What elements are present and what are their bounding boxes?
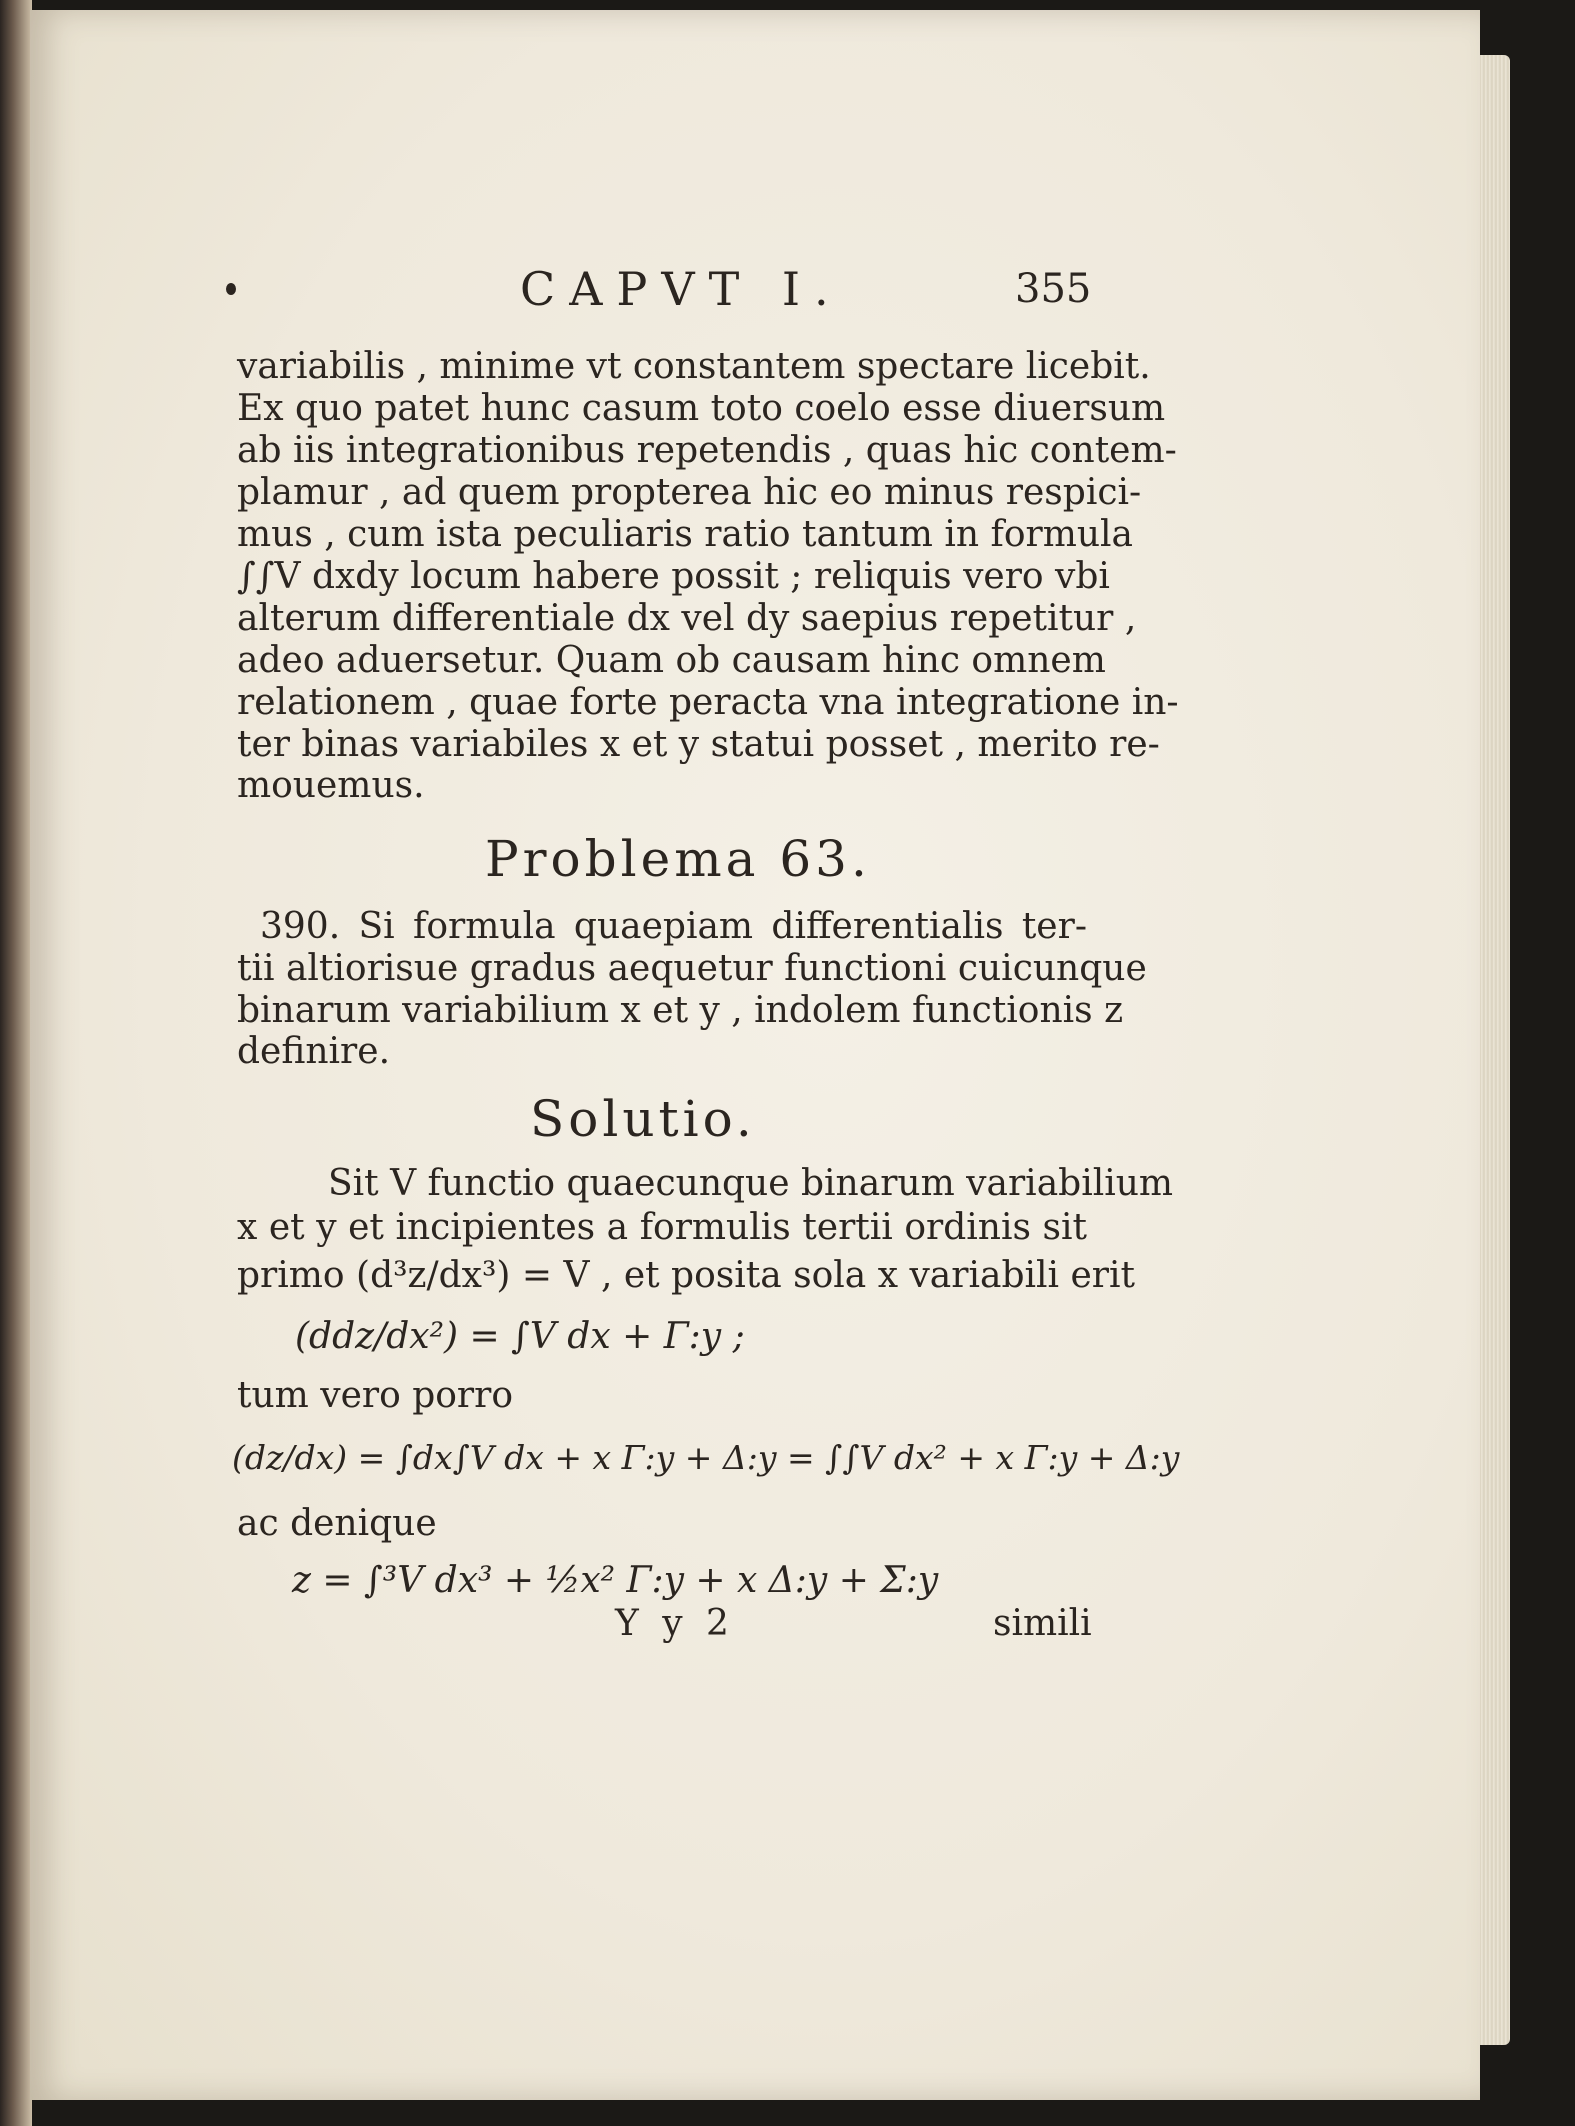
formula-dz: (dz/dx) = ∫dx∫V dx + x Γ:y + Δ:y = ∫∫V dx² + x Γ:y + Δ:y [232, 1438, 1180, 1477]
formula-z: z = ∫³V dx³ + ½x² Γ:y + x Δ:y + Σ:y [292, 1560, 939, 1601]
text-line: alterum differentiale dx vel dy saepius repetitur , [237, 598, 1137, 639]
solution-heading: Solutio. [530, 1090, 756, 1148]
text-line: Sit V functio quaecunque binarum variabilium [328, 1163, 1174, 1204]
text-line: Ex quo patet hunc casum toto coelo esse diuersum [237, 388, 1166, 429]
signature-mark: Y y 2 [615, 1603, 735, 1644]
text-line: tii altiorisue gradus aequetur functioni cuicunque [237, 948, 1147, 989]
text-line: ac denique [237, 1503, 437, 1544]
text-line: mouemus. [237, 765, 425, 806]
text-line: primo (d³z/dx³) = V , et posita sola x variabili erit [237, 1255, 1135, 1296]
header-dot [226, 283, 236, 295]
catchword: simili [993, 1603, 1092, 1644]
text-line: mus , cum ista peculiaris ratio tantum in formula [237, 514, 1134, 555]
text-line: variabilis , minime vt constantem spectare licebit. [237, 346, 1151, 387]
text-line: adeo aduersetur. Quam ob causam hinc omnem [237, 640, 1106, 681]
running-head: CAPVT I. [520, 262, 843, 316]
page-number: 355 [1015, 266, 1092, 312]
text-line: tum vero porro [237, 1375, 514, 1416]
text-line: definire. [237, 1031, 391, 1072]
text-line: plamur , ad quem propterea hic eo minus respici- [237, 472, 1142, 513]
text-line: ter binas variabiles x et y statui posset , merito re- [237, 724, 1160, 765]
formula-ddz: (ddz/dx²) = ∫V dx + Γ:y ; [295, 1316, 745, 1357]
text-line: relationem , quae forte peracta vna integratione in- [237, 682, 1179, 723]
text-line: x et y et incipientes a formulis tertii ordinis sit [237, 1207, 1087, 1248]
problem-heading: Problema 63. [485, 830, 871, 888]
text-line: binarum variabilium x et y , indolem functionis z [237, 990, 1124, 1031]
text-line: ab iis integrationibus repetendis , quas hic contem- [237, 430, 1177, 471]
text-line: ∫∫V dxdy locum habere possit ; reliquis vero vbi [237, 556, 1110, 597]
text-line: 390. Si formula quaepiam differentialis ter- [260, 906, 1087, 947]
